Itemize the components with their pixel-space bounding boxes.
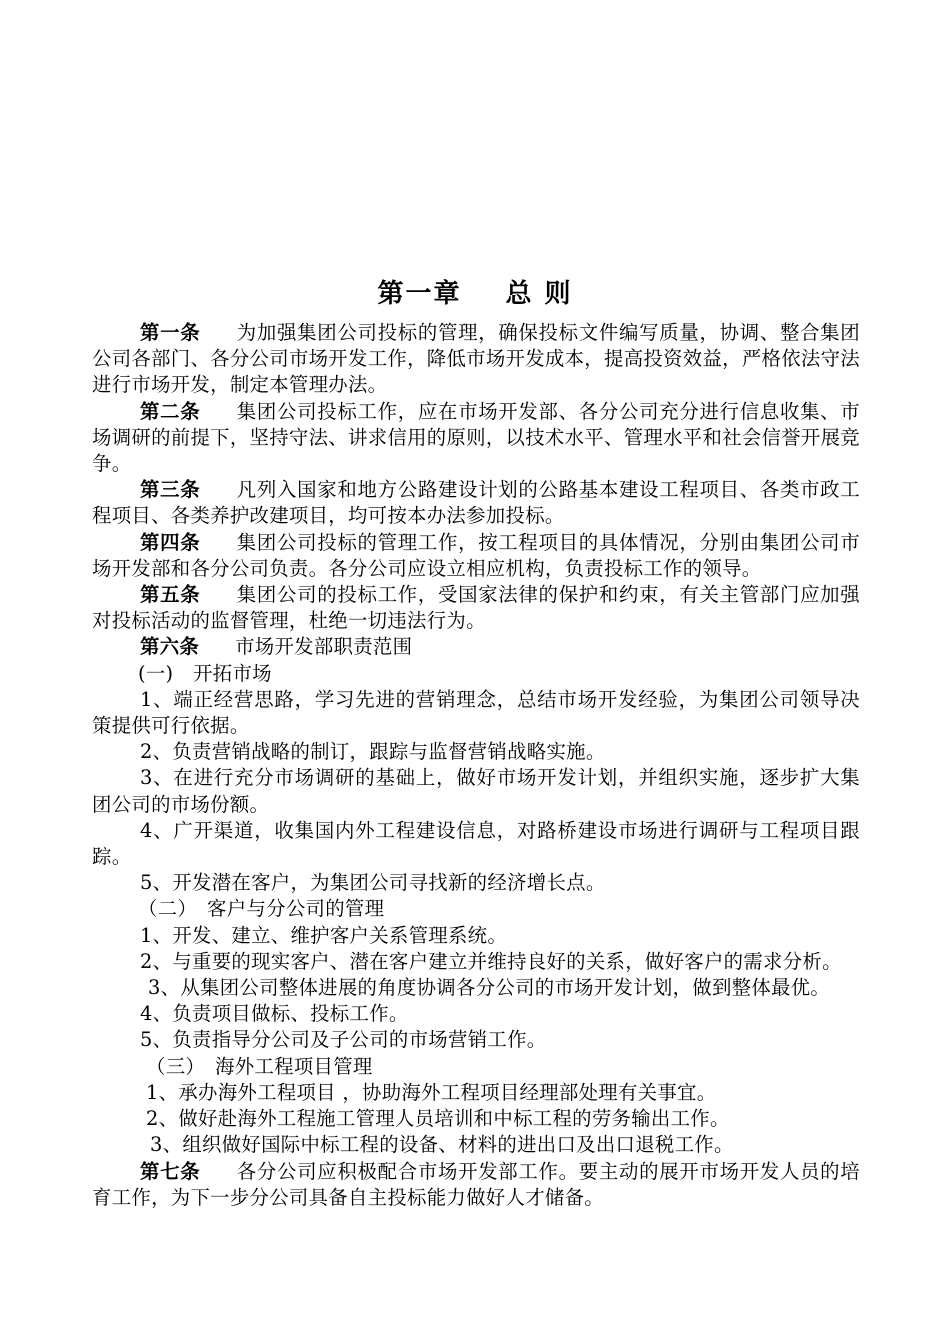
article-text: 为加强集团公司投标的管理，确保投标文件编写质量，协调、整合集团公司各部门、各分公司市场开发工作，降低市场开发成本，提高投资效益，严格依法守法进行市场开发，制定本管理办法。 — [92, 321, 860, 397]
article-2 — [92, 399, 860, 478]
article-text: 各分公司应积极配合市场开发部工作。要主动的展开市场开发人员的培育工作，为下一步分公司具备自主投标能力做好人才储备。 — [92, 1159, 860, 1209]
article-5 — [92, 582, 860, 634]
list-item: 3、组织做好国际中标工程的设备、材料的进出口及出口退税工作。 — [150, 1133, 734, 1157]
article-text: 集团公司的投标工作，受国家法律的保护和约束，有关主管部门应加强对投标活动的监督管理，杜绝一切违法行为。 — [92, 583, 860, 633]
section-heading-3: （三） 海外工程项目管理 — [146, 1054, 373, 1078]
section-heading-2: （二） 客户与分公司的管理 — [138, 897, 385, 921]
article-1 — [92, 320, 860, 399]
article-label: 第一条 — [140, 321, 201, 344]
document-body — [92, 320, 860, 1211]
article-label: 第四条 — [140, 530, 201, 554]
article-text: 集团公司投标工作，应在市场开发部、各分公司充分进行信息收集、市场调研的前提下，坚持守法、讲求信用的原则，以技术水平、管理水平和社会信誉开展竞争。 — [92, 399, 860, 476]
article-label: 第二条 — [140, 399, 201, 423]
list-item: 1、开发、建立、维护客户关系管理系统。 — [140, 923, 508, 947]
list-item: 1、承办海外工程项目 ，协助海外工程项目经理部处理有关事宜。 — [146, 1080, 717, 1104]
list-item: 2、做好赴海外工程施工管理人员培训和中标工程的劳务输出工作。 — [146, 1107, 730, 1131]
chapter-number: 第一章 — [377, 279, 462, 309]
list-item: 4、广开渠道，收集国内外工程建设信息，对路桥建设市场进行调研与工程项目跟踪。 — [92, 818, 860, 869]
chapter-name: 总 则 — [505, 279, 573, 309]
article-6 — [92, 634, 860, 660]
article-text: 市场开发部职责范围 — [235, 635, 413, 659]
list-item: 5、负责指导分公司及子公司的市场营销工作。 — [140, 1028, 547, 1052]
article-text: 凡列入国家和地方公路建设计划的公路基本建设工程项目、各类市政工程项目、各类养护改建项目，均可按本办法参加投标。 — [92, 478, 860, 528]
list-item: 3、从集团公司整体进展的角度协调各分公司的市场开发计划，做到整体最优。 — [148, 976, 831, 1000]
article-label: 第七条 — [140, 1159, 201, 1183]
article-text: 集团公司投标的管理工作，按工程项目的具体情况，分别由集团公司市场开发部和各分公司负责。各分公司应设立相应机构，负责投标工作的领导。 — [92, 530, 860, 580]
article-7 — [92, 1159, 860, 1211]
list-item: 4、负责项目做标、投标工作。 — [140, 1002, 409, 1026]
list-item: 5、开发潜在客户，为集团公司寻找新的经济增长点。 — [140, 871, 606, 895]
list-item: 1、端正经营思路，学习先进的营销理念，总结市场开发经验，为集团公司领导决策提供可行依据。 — [92, 687, 860, 738]
article-3 — [92, 477, 860, 529]
article-label: 第六条 — [140, 635, 200, 659]
article-label: 第五条 — [140, 583, 201, 607]
list-item: 2、与重要的现实客户、潜在客户建立并维持良好的关系，做好客户的需求分析。 — [140, 949, 842, 973]
list-item: 2、负责营销战略的制订，跟踪与监督营销战略实施。 — [140, 740, 606, 764]
article-4 — [92, 530, 860, 582]
chapter-title — [0, 278, 950, 310]
section-heading-1: (一) 开拓市场 — [138, 661, 272, 685]
article-label: 第三条 — [140, 478, 201, 502]
list-item: 3、在进行充分市场调研的基础上，做好市场开发计划，并组织实施，逐步扩大集团公司的市场份额。 — [92, 766, 860, 816]
